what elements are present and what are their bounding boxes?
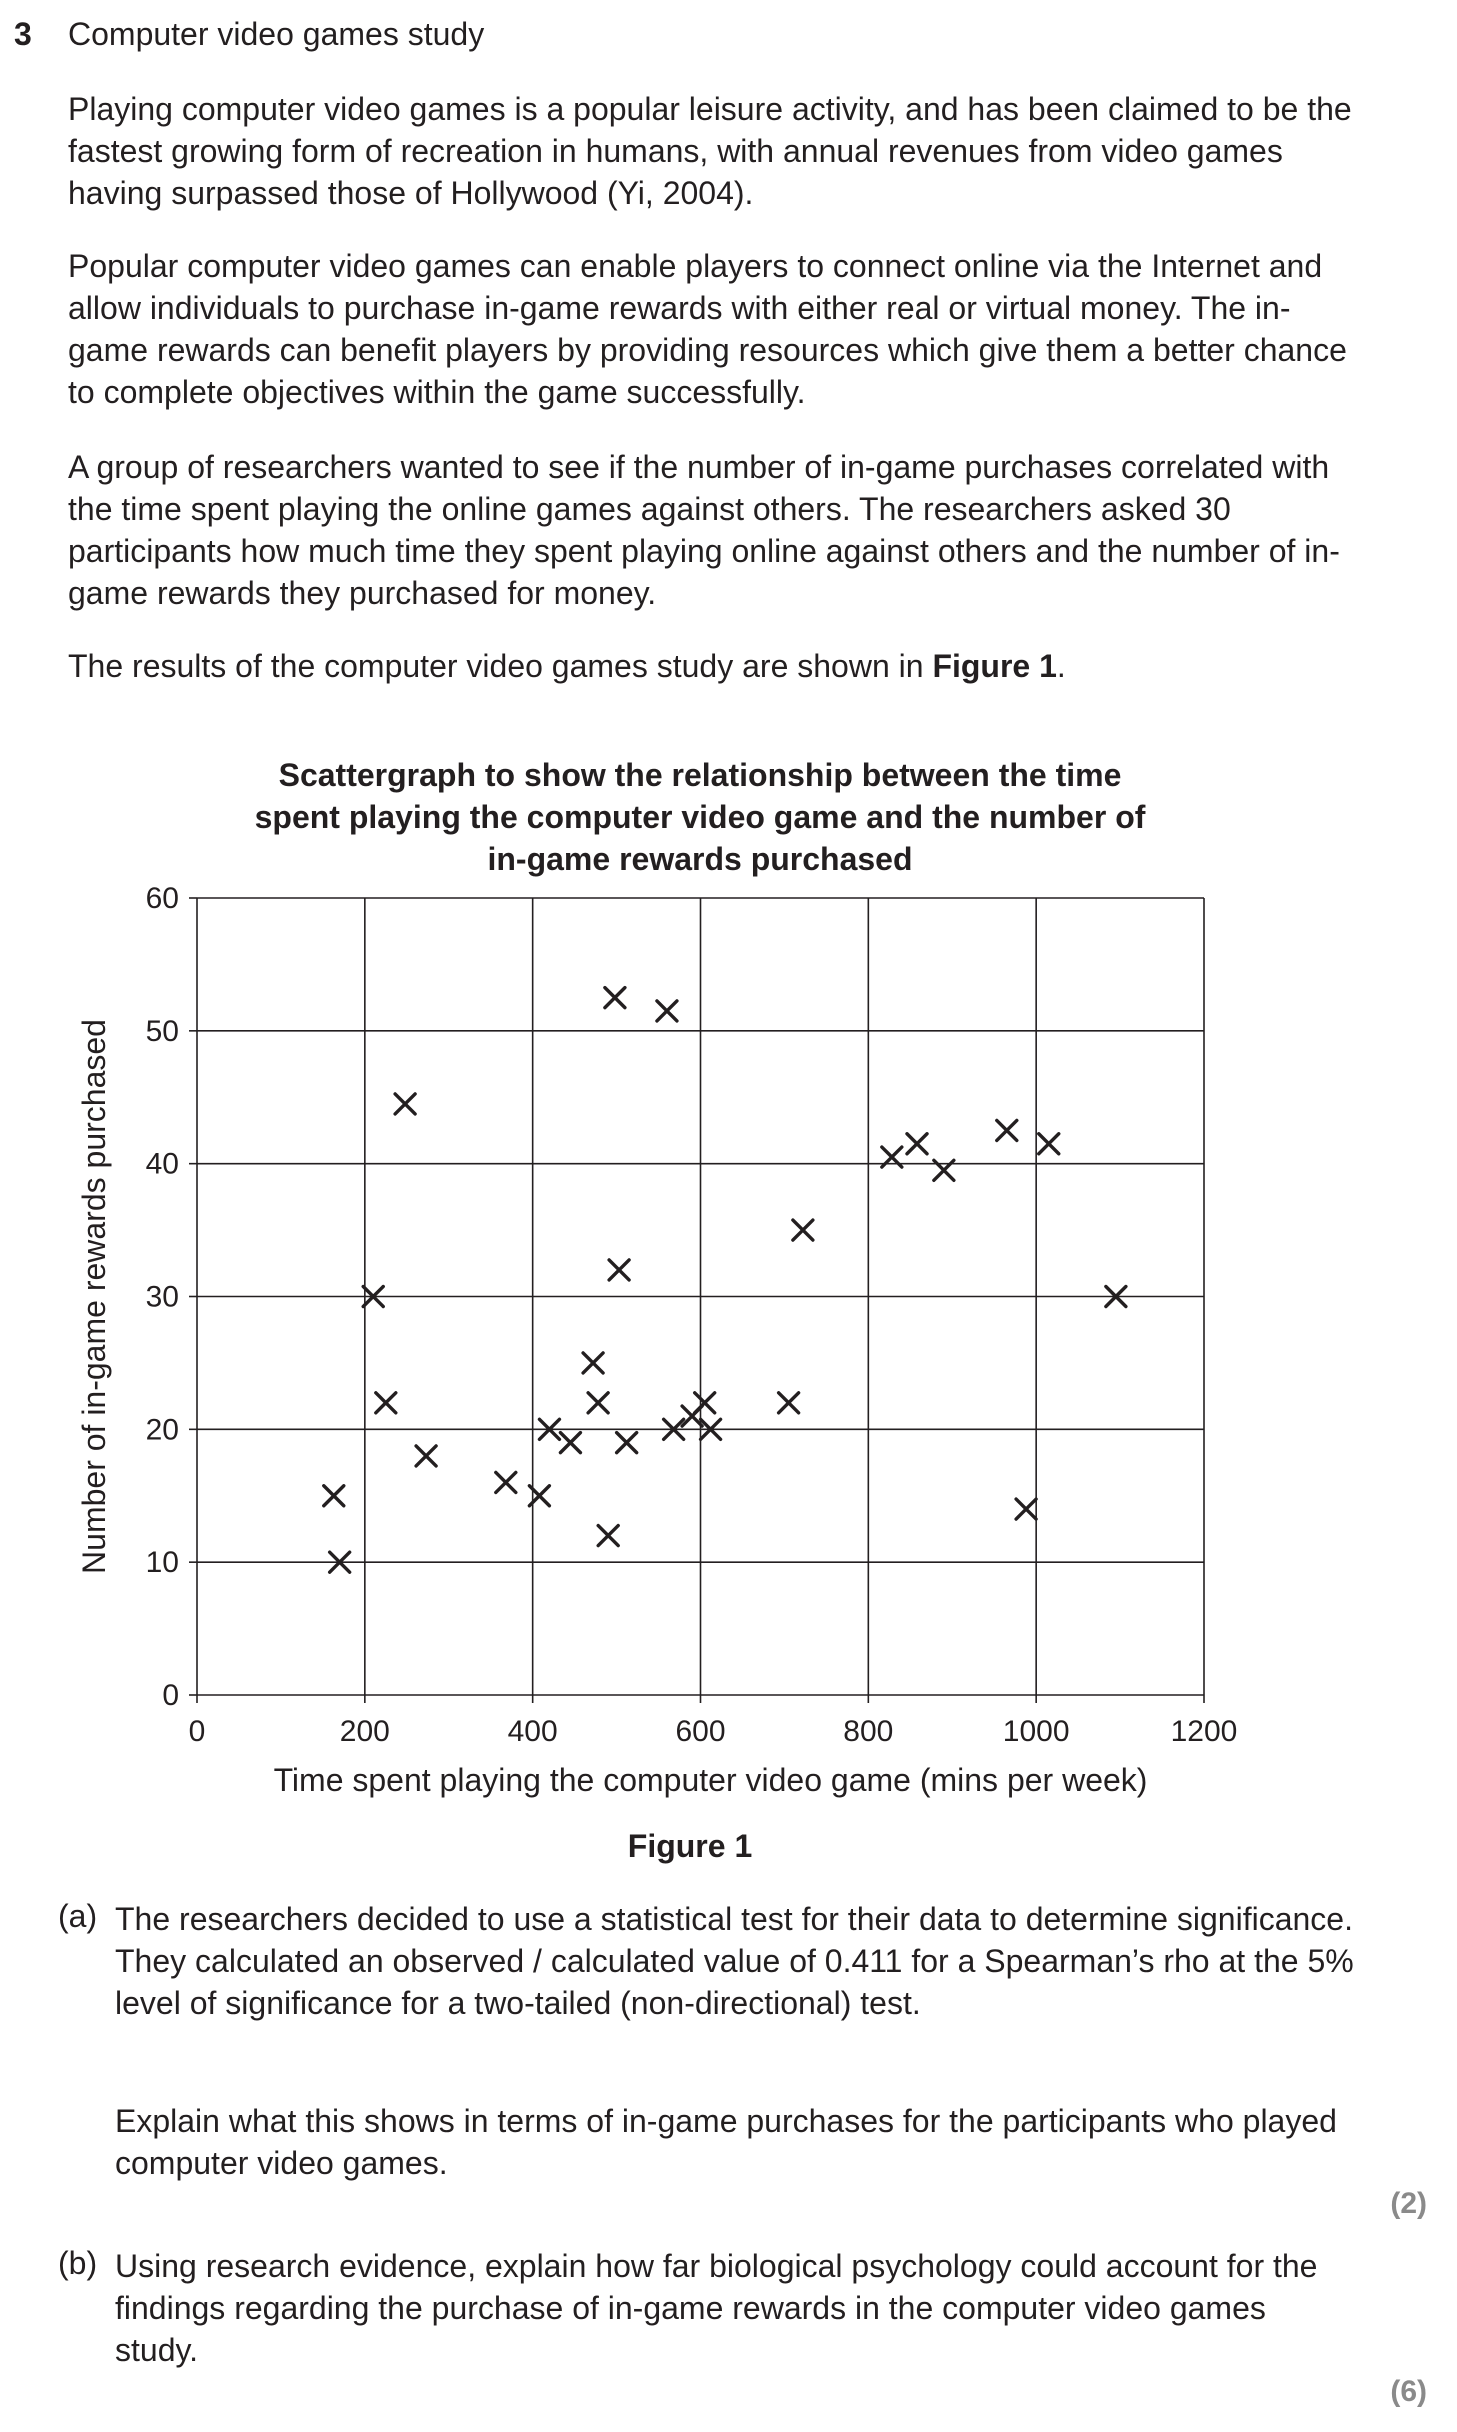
x-tick-label: 200: [339, 1715, 390, 1748]
intro-paragraph-4-end: .: [1056, 648, 1066, 684]
y-tick-label: 20: [145, 1413, 179, 1447]
x-tick-label: 1000: [1002, 1715, 1070, 1748]
question-number: 3: [14, 16, 32, 52]
y-tick-label: 30: [145, 1280, 179, 1314]
data-point-x-marker: [1039, 1134, 1059, 1154]
data-point-x-marker: [605, 988, 625, 1008]
part-a-label: (a): [58, 1898, 98, 1934]
data-point-x-marker: [1016, 1499, 1036, 1519]
data-point-x-marker: [560, 1433, 580, 1453]
intro-paragraph-1: Playing computer video games is a popular leisure activity, and has been claimed to be the fastest growing form of recreation in humans, with annual revenues from video games having surpassed those of Hollywood (Yi, 2004).: [68, 91, 1352, 211]
data-point-x-marker: [997, 1120, 1017, 1140]
x-tick-label: 800: [843, 1715, 894, 1748]
part-a-text: The researchers decided to use a statistical test for their data to determine significance. They calculated an observed / calculated value of 0.411 for a Spearman’s rho at the 5% level of significance for a two-tailed (non-directional) test.: [115, 1901, 1354, 2021]
intro-paragraph-4-text: The results of the computer video games study are shown in: [68, 648, 933, 684]
data-point-x-marker: [496, 1472, 516, 1492]
x-tick-label: 400: [507, 1715, 558, 1748]
figure-label: Figure 1: [627, 1828, 753, 1864]
data-point-x-marker: [609, 1260, 629, 1280]
y-tick-label: 0: [162, 1679, 179, 1712]
figure-reference: Figure 1: [932, 648, 1057, 684]
part-b-marks: (6): [1390, 2375, 1427, 2408]
chart-title-line: Scattergraph to show the relationship between the time: [278, 757, 1122, 793]
part-a-question: Explain what this shows in terms of in-game purchases for the participants who played computer video games.: [115, 2103, 1337, 2181]
scatter-chart: [0, 880, 1457, 1820]
y-tick-label: 10: [145, 1546, 179, 1580]
intro-paragraph-2: Popular computer video games can enable players to connect online via the Internet and allow individuals to purchase in-game rewards with either real or virtual money. The in-game rewards can benefit players by providing resources which give them a better chance to complete objectives within the game successfully.: [68, 248, 1347, 410]
intro-paragraph-4: [68, 645, 1368, 687]
x-tick-label: 600: [675, 1715, 726, 1748]
data-point-x-marker: [395, 1094, 415, 1114]
data-point-x-marker: [793, 1220, 813, 1240]
chart-title-line: in-game rewards purchased: [487, 841, 913, 877]
data-point-x-marker: [907, 1134, 927, 1154]
data-point-x-marker: [695, 1393, 715, 1413]
part-b-text: Using research evidence, explain how far biological psychology could account for the findings regarding the purchase of in-game rewards in the computer video games study.: [115, 2248, 1318, 2368]
x-tick-label: 0: [188, 1715, 206, 1748]
y-tick-label: 60: [145, 882, 179, 915]
part-a-marks: (2): [1390, 2187, 1427, 2220]
data-point-x-marker: [598, 1526, 618, 1546]
x-tick-label: 1200: [1170, 1715, 1238, 1748]
data-point-x-marker: [416, 1446, 436, 1466]
part-b-label: (b): [58, 2245, 98, 2281]
data-point-x-marker: [617, 1433, 637, 1453]
question-title: Computer video games study: [68, 16, 485, 52]
data-point-x-marker: [779, 1393, 799, 1413]
data-point-x-marker: [324, 1486, 344, 1506]
y-axis-label: Number of in-game rewards purchased: [76, 1019, 112, 1574]
chart-title-line: spent playing the computer video game and the number of: [254, 799, 1146, 835]
y-tick-label: 50: [145, 1014, 179, 1048]
data-point-x-marker: [588, 1393, 608, 1413]
x-axis-label: Time spent playing the computer video game (mins per week): [273, 1762, 1148, 1798]
data-point-x-marker: [376, 1393, 396, 1413]
data-point-x-marker: [657, 1001, 677, 1021]
data-point-x-marker: [583, 1353, 603, 1373]
y-tick-label: 40: [145, 1147, 179, 1181]
chart-title: [160, 754, 1240, 880]
intro-paragraph-3: A group of researchers wanted to see if the number of in-game purchases correlated with the time spent playing the online games against others. The researchers asked 30 participants how much time they spent playing online against others and the number of in-game rewards they purchased for money.: [68, 449, 1340, 611]
